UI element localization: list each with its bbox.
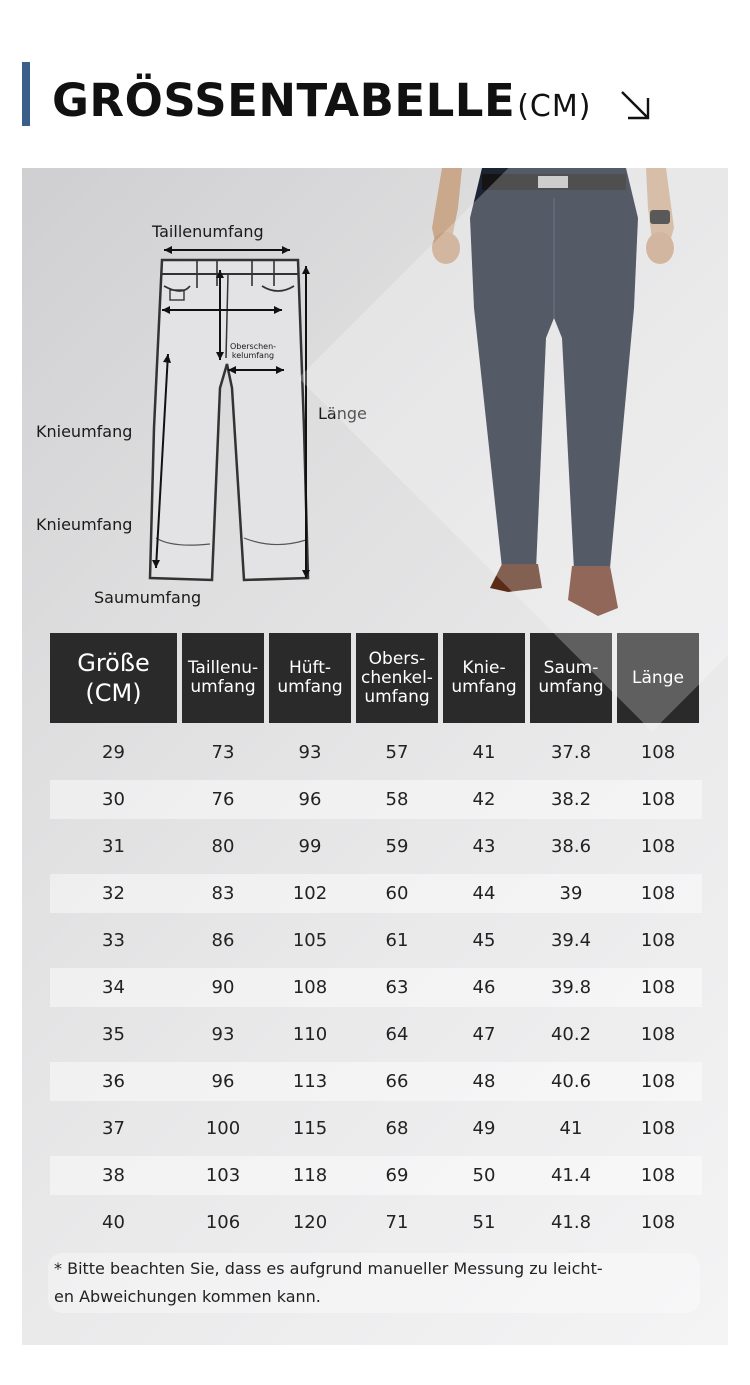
table-cell: 108 <box>640 742 676 763</box>
table-cell: 113 <box>292 1071 328 1092</box>
table-cell: 37.8 <box>550 742 592 763</box>
header-hem-line1: Saum- <box>543 658 599 678</box>
header-thigh-line2: chenkel- <box>361 667 433 688</box>
table-cell: 39 <box>559 883 583 904</box>
table-cell: 108 <box>640 1071 676 1092</box>
table-cell: 100 <box>205 1118 241 1139</box>
table-cell: 41 <box>472 742 496 763</box>
table-cell: 71 <box>385 1212 409 1233</box>
table-cell: 45 <box>472 930 496 951</box>
table-cell: 66 <box>385 1071 409 1092</box>
size-table <box>50 633 702 1250</box>
header-hem-line2: umfang <box>538 677 604 697</box>
table-header-row <box>50 633 702 723</box>
table-cell: 93 <box>211 1024 235 1045</box>
header-waist <box>182 633 264 723</box>
table-cell: 110 <box>292 1024 328 1045</box>
table-row <box>50 968 702 1007</box>
table-row <box>50 827 702 866</box>
table-cell: 47 <box>472 1024 496 1045</box>
table-cell: 43 <box>472 836 496 857</box>
header-hip-line1: Hüft- <box>288 658 332 678</box>
label-waist: Taillenumfang <box>152 222 264 241</box>
table-cell: 39.4 <box>550 930 592 951</box>
label-knee-2: Knieumfang <box>36 515 133 534</box>
table-cell: 40 <box>102 1212 125 1233</box>
table-cell: 29 <box>102 742 125 763</box>
table-cell: 40.2 <box>550 1024 592 1045</box>
table-row <box>50 1015 702 1054</box>
table-cell: 118 <box>292 1165 328 1186</box>
table-cell: 108 <box>292 977 328 998</box>
table-cell: 108 <box>640 1118 676 1139</box>
measurement-diagram <box>22 168 402 628</box>
table-cell: 108 <box>640 977 676 998</box>
table-cell: 63 <box>385 977 409 998</box>
measurement-note <box>48 1253 700 1313</box>
size-chart-panel <box>22 168 728 1345</box>
label-knee-1: Knieumfang <box>36 422 133 441</box>
table-cell: 90 <box>211 977 235 998</box>
model-pants-photo <box>412 168 712 628</box>
label-thigh <box>222 342 284 360</box>
table-cell: 35 <box>102 1024 125 1045</box>
table-cell: 32 <box>102 883 125 904</box>
table-cell: 83 <box>211 883 235 904</box>
page-title <box>52 74 591 134</box>
table-cell: 86 <box>211 930 235 951</box>
table-cell: 31 <box>102 836 125 857</box>
header-hip-line2: umfang <box>277 677 343 697</box>
header-knee-line1: Knie- <box>462 658 506 678</box>
table-cell: 68 <box>385 1118 409 1139</box>
title-accent-bar <box>22 62 30 126</box>
table-cell: 61 <box>385 930 409 951</box>
table-cell: 108 <box>640 1212 676 1233</box>
table-cell: 59 <box>385 836 409 857</box>
table-cell: 103 <box>205 1165 241 1186</box>
table-cell: 51 <box>472 1212 496 1233</box>
header-waist-line1: Taillenu- <box>187 658 259 678</box>
header-hem <box>530 633 612 723</box>
table-body <box>50 733 702 1242</box>
header-knee-line2: umfang <box>451 677 517 697</box>
table-cell: 99 <box>298 836 322 857</box>
table-cell: 34 <box>102 977 125 998</box>
table-cell: 108 <box>640 1165 676 1186</box>
header-length <box>617 633 699 723</box>
table-cell: 50 <box>472 1165 496 1186</box>
table-row <box>50 921 702 960</box>
table-cell: 108 <box>640 836 676 857</box>
table-cell: 40.6 <box>550 1071 592 1092</box>
table-cell: 48 <box>472 1071 496 1092</box>
table-cell: 38.2 <box>550 789 592 810</box>
header-length-line1: Länge <box>632 667 684 688</box>
header-waist-line2: umfang <box>190 677 256 697</box>
table-row <box>50 1203 702 1242</box>
table-cell: 60 <box>385 883 409 904</box>
table-cell: 96 <box>298 789 322 810</box>
label-thigh-line2: kelumfang <box>231 351 275 360</box>
header-size-line2: (CM) <box>85 679 142 707</box>
table-row <box>50 1109 702 1148</box>
table-cell: 108 <box>640 1024 676 1045</box>
label-hem: Saumumfang <box>94 588 202 607</box>
table-cell: 41 <box>559 1118 583 1139</box>
table-cell: 30 <box>102 789 125 810</box>
header-size <box>50 633 177 723</box>
table-cell: 36 <box>102 1071 125 1092</box>
table-cell: 49 <box>472 1118 496 1139</box>
table-row <box>50 780 702 819</box>
table-cell: 41.8 <box>550 1212 592 1233</box>
header-thigh-line1: Obers- <box>368 648 426 669</box>
page-title-unit: (CM) <box>517 89 592 124</box>
table-cell: 38.6 <box>550 836 592 857</box>
table-cell: 80 <box>211 836 235 857</box>
table-cell: 76 <box>211 789 235 810</box>
table-cell: 102 <box>292 883 328 904</box>
table-cell: 120 <box>292 1212 328 1233</box>
note-line-1: * Bitte beachten Sie, dass es aufgrund manueller Messung zu leicht- <box>54 1259 603 1278</box>
table-cell: 93 <box>298 742 322 763</box>
table-cell: 64 <box>385 1024 409 1045</box>
header-thigh-line3: umfang <box>364 686 430 707</box>
table-cell: 33 <box>102 930 125 951</box>
arrow-down-right-icon <box>618 88 654 124</box>
table-cell: 108 <box>640 930 676 951</box>
table-cell: 69 <box>385 1165 409 1186</box>
table-cell: 38 <box>102 1165 125 1186</box>
header-size-line1: Größe <box>77 649 150 677</box>
header-hip <box>269 633 351 723</box>
table-cell: 42 <box>472 789 496 810</box>
label-thigh-line1: Oberschen- <box>229 342 277 351</box>
label-length: Länge <box>318 404 367 423</box>
table-cell: 46 <box>472 977 496 998</box>
table-cell: 105 <box>292 930 328 951</box>
table-cell: 108 <box>640 789 676 810</box>
table-row <box>50 874 702 913</box>
table-cell: 73 <box>211 742 235 763</box>
table-cell: 37 <box>102 1118 125 1139</box>
table-cell: 41.4 <box>550 1165 592 1186</box>
table-cell: 115 <box>292 1118 328 1139</box>
page-title-main: GRÖSSENTABELLE <box>52 74 516 127</box>
table-cell: 106 <box>205 1212 241 1233</box>
table-cell: 39.8 <box>550 977 592 998</box>
table-cell: 57 <box>385 742 409 763</box>
table-cell: 108 <box>640 883 676 904</box>
header-thigh <box>356 633 438 723</box>
table-cell: 44 <box>472 883 496 904</box>
note-line-2: en Abweichungen kommen kann. <box>54 1287 321 1306</box>
table-cell: 58 <box>385 789 409 810</box>
table-row <box>50 1156 702 1195</box>
table-row <box>50 1062 702 1101</box>
header-knee <box>443 633 525 723</box>
table-cell: 96 <box>211 1071 235 1092</box>
table-row <box>50 733 702 772</box>
